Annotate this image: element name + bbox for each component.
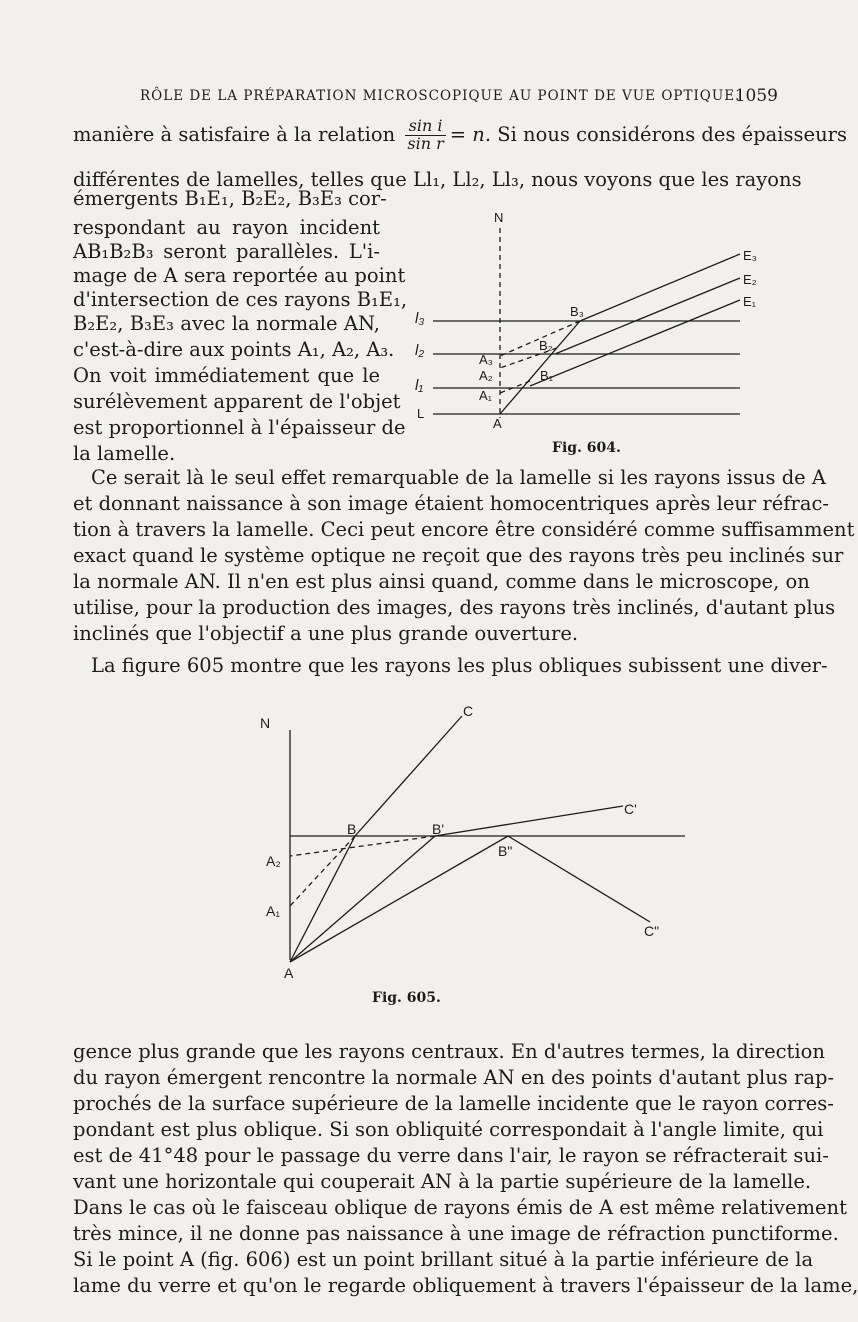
emergent-ray-B1C1 <box>435 806 623 836</box>
fig604-label-l3: l₃ <box>415 310 425 327</box>
figure-605 <box>240 700 710 1000</box>
fig604-label-l2: l₂ <box>415 342 425 359</box>
emergent-ray-BC <box>355 716 462 836</box>
running-title: RÔLE DE LA PRÉPARATION MICROSCOPIQUE AU POINT DE VUE OPTIQUE. <box>140 88 741 104</box>
para3-line-10: Si le point A (fig. 606) est un point brillant situé à la partie inférieure de la <box>73 1248 814 1271</box>
para1-line-8: B₂E₂, B₃E₃ avec la normale AN, <box>73 312 380 335</box>
para2-line-5: la normale AN. Il n'en est plus ainsi quand, comme dans le microscope, on <box>73 570 810 593</box>
fig604-label-B1: B₁ <box>540 368 554 383</box>
para3-line-9: très mince, il ne donne pas naissance à une image de réfraction punctiforme. <box>73 1222 839 1245</box>
fig604-label-A: A <box>493 416 502 431</box>
fig604-label-L: L <box>417 406 425 421</box>
para2-line-6: utilise, pour la production des images, des rayons très inclinés, d'autant plus <box>73 596 836 619</box>
para1-line-2: différentes de lamelles, telles que Ll₁, Ll₂, Ll₃, nous voyons que les rayons <box>73 168 802 191</box>
figure-604 <box>405 208 785 440</box>
para3-line-6: est de 41°48 pour le passage du verre dans l'air, le rayon se réfracterait sui- <box>73 1144 829 1167</box>
fig604-label-B3: B₃ <box>570 304 584 319</box>
para1-line-13: la lamelle. <box>73 442 176 465</box>
para3-line-11: lame du verre et qu'on le regarde obliquement à travers l'épaisseur de la lame, <box>73 1274 858 1297</box>
extension-to-A2 <box>290 836 435 856</box>
para2-line-3: tion à travers la lamelle. Ceci peut encore être considéré comme suffisamment <box>73 518 855 541</box>
para1-line-9: c'est-à-dire aux points A₁, A₂, A₃. <box>73 338 395 361</box>
para3-line-3: du rayon émergent rencontre la normale AN en des points d'autant plus rap- <box>73 1066 835 1089</box>
para2-line-2: et donnant naissance à son image étaient homocentriques après leur réfrac- <box>73 492 829 515</box>
fig604-label-B2: B₂ <box>539 338 553 353</box>
para1-line-10: On voit immédiatement que le <box>73 364 380 387</box>
page-number: 1059 <box>734 86 778 106</box>
fig604-label-A3: A₃ <box>479 352 493 367</box>
fig604-label-E2: E₂ <box>743 272 757 287</box>
fig605-label-A1: A₁ <box>266 903 281 919</box>
para2-line-4: exact quand le système optique ne reçoit que des rayons très peu inclinés sur <box>73 544 844 567</box>
para1-line-3: émergents B₁E₁, B₂E₂, B₃E₃ cor- <box>73 187 387 210</box>
fig605-label-A: A <box>284 965 294 981</box>
para3-line-4: prochés de la surface supérieure de la lamelle incidente que le rayon corres- <box>73 1092 834 1115</box>
para1-line-5: AB₁B₂B₃ seront parallèles. L'i- <box>73 240 380 263</box>
fig605-label-A2: A₂ <box>266 853 281 869</box>
fig604-label-A1: A₁ <box>479 388 493 403</box>
fig604-label-E3: E₃ <box>743 248 757 263</box>
para3-line-1: La figure 605 montre que les rayons les plus obliques subissent une diver- <box>91 654 828 677</box>
running-header <box>140 88 778 104</box>
fig605-label-C1: C' <box>624 801 637 817</box>
para1-line-11: surélèvement apparent de l'objet <box>73 390 401 413</box>
para3-line-7: vant une horizontale qui couperait AN à la partie supérieure de la lamelle. <box>73 1170 812 1193</box>
fig604-label-l1: l₁ <box>415 377 424 394</box>
fig604-label-A2: A₂ <box>479 368 493 383</box>
extension-to-A1 <box>290 836 355 906</box>
fig604-label-E1: E₁ <box>743 294 757 309</box>
fig605-label-B2: B" <box>498 843 513 859</box>
para3-line-2: gence plus grande que les rayons centraux. En d'autres termes, la direction <box>73 1040 825 1063</box>
fig605-label-C2: C" <box>644 923 660 939</box>
extension-b1 <box>500 381 530 393</box>
emergent-ray-B2C2 <box>508 836 650 922</box>
para1-line-7: d'intersection de ces rayons B₁E₁, <box>73 288 408 311</box>
sine-ratio-formula: $\frac{\text{sin i}}{\text{sin r}}$ <box>407 116 444 153</box>
fig605-label-N: N <box>260 715 271 731</box>
fig605-caption: Fig. 605. <box>372 990 441 1006</box>
fig605-label-C: C <box>463 703 474 719</box>
para3-line-8: Dans le cas où le faisceau oblique de rayons émis de A est même relativement <box>73 1196 847 1219</box>
para1-line-12: est proportionnel à l'épaisseur de <box>73 416 406 439</box>
para1-line-1: manière à satisfaire à la relation $\frac{\text{sin i}}{\text{sin r}}$ = n. Si nous considérons des épaisseurs <box>73 116 847 153</box>
fig605-label-B1: B' <box>432 821 445 837</box>
para2-line-7: inclinés que l'objectif a une plus grande ouverture. <box>73 622 579 645</box>
incident-ray-AB1 <box>290 836 435 962</box>
para1-line-6: mage de A sera reportée au point <box>73 264 406 287</box>
fig605-label-B: B <box>347 821 357 837</box>
fig604-label-N: N <box>494 210 504 225</box>
para1-line-4: respondant au rayon incident <box>73 216 380 239</box>
para3-line-5: pondant est plus oblique. Si son obliquité correspondait à l'angle limite, qui <box>73 1118 824 1141</box>
fig604-caption: Fig. 604. <box>552 440 621 456</box>
para2-line-1: Ce serait là le seul effet remarquable de la lamelle si les rayons issus de A <box>91 466 826 489</box>
